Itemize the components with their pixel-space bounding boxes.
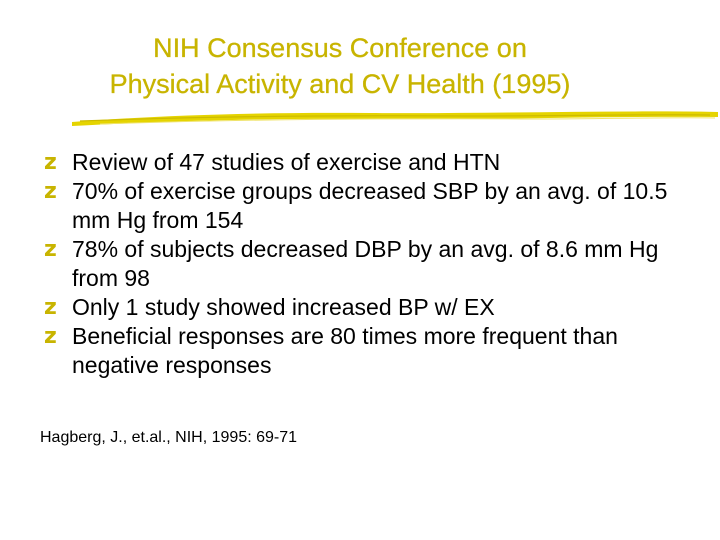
bullet-text: Only 1 study showed increased BP w/ EX — [72, 294, 495, 320]
slide-title-line-1: NIH Consensus Conference on — [153, 33, 527, 63]
bullet-item — [44, 177, 704, 235]
slide-title-line-2: Physical Activity and CV Health (1995) — [109, 69, 571, 99]
title-brush-underline — [70, 104, 720, 132]
bullet-list — [44, 148, 704, 380]
bullet-marker-icon: z — [44, 295, 57, 320]
bullet-text: Review of 47 studies of exercise and HTN — [72, 149, 501, 175]
bullet-item — [44, 293, 704, 322]
bullet-marker-icon: z — [44, 237, 57, 262]
bullet-text: Beneficial responses are 80 times more frequent than negative responses — [72, 323, 618, 378]
bullet-item — [44, 148, 704, 177]
bullet-marker-icon: z — [44, 150, 57, 175]
citation: Hagberg, J., et.al., NIH, 1995: 69-71 — [40, 429, 298, 446]
bullet-item — [44, 322, 704, 380]
bullet-marker-icon: z — [44, 324, 57, 349]
bullet-marker-icon: z — [44, 179, 57, 204]
bullet-text: 70% of exercise groups decreased SBP by an avg. of 10.5 mm Hg from 154 — [72, 178, 668, 233]
slide-title — [0, 30, 680, 102]
bullet-item — [44, 235, 704, 293]
bullet-text: 78% of subjects decreased DBP by an avg. of 8.6 mm Hg from 98 — [72, 236, 659, 291]
